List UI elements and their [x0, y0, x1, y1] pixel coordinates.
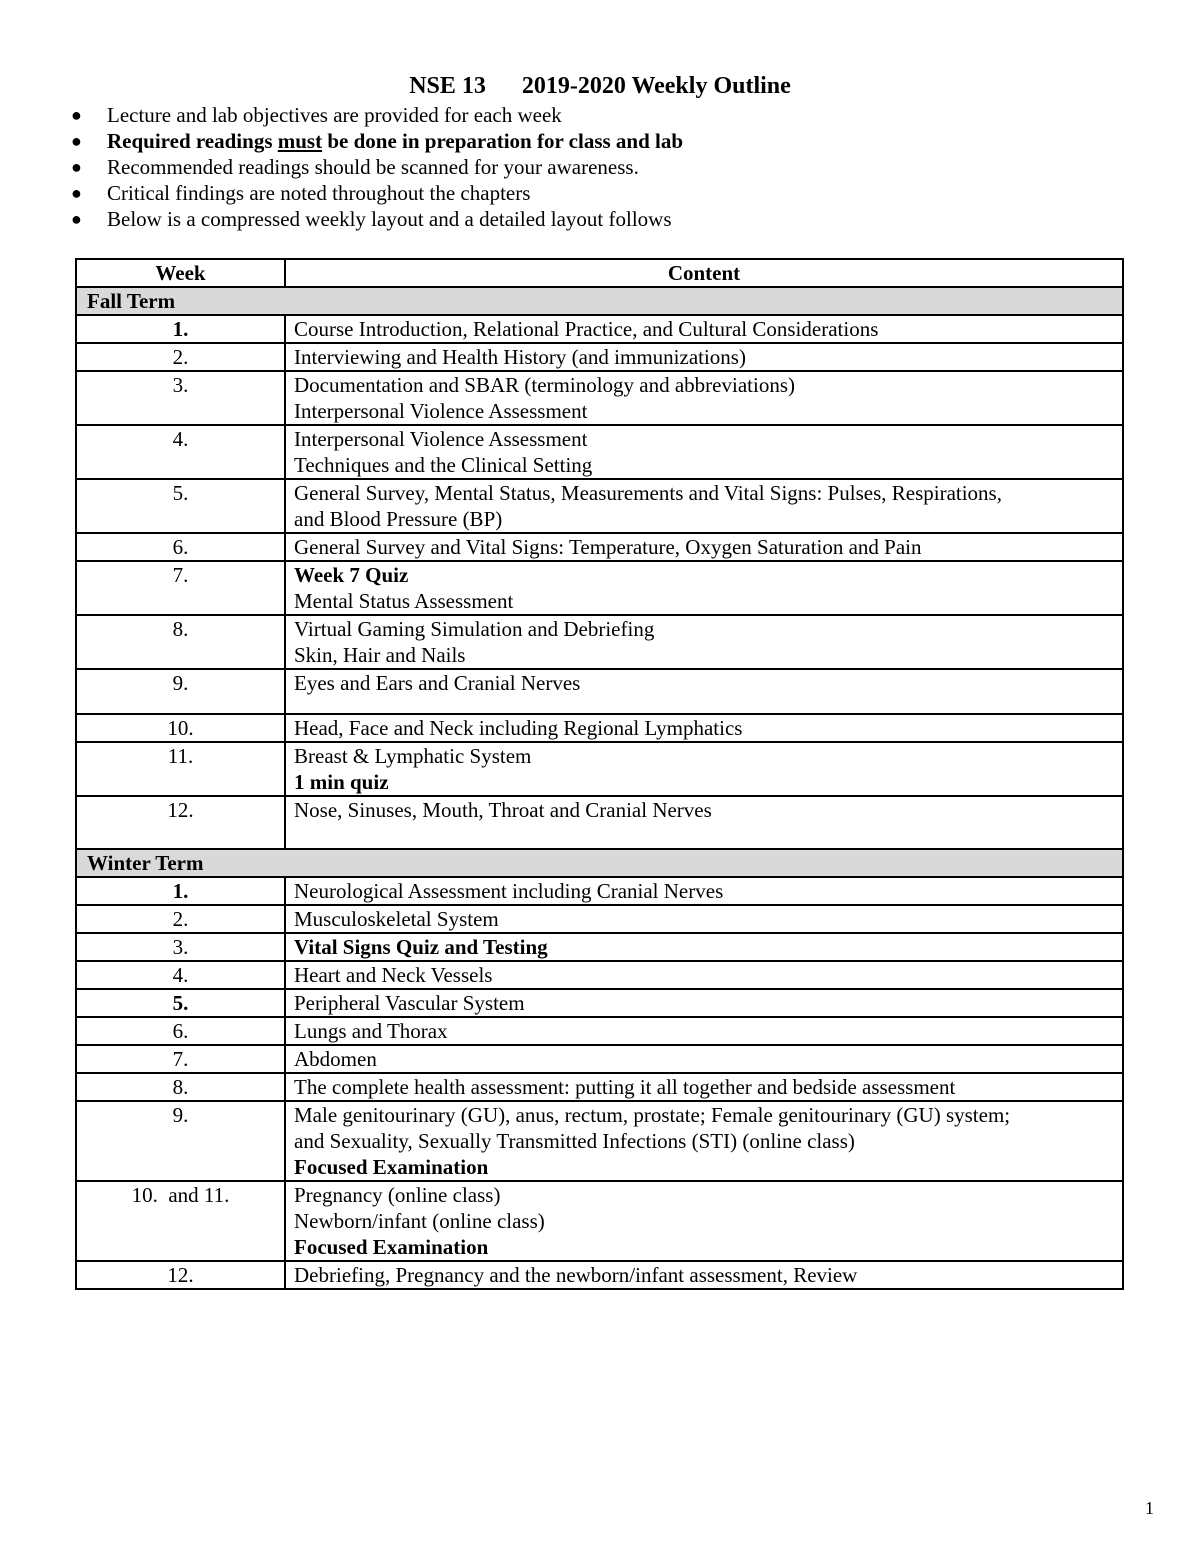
term-row-winter	[76, 849, 1123, 877]
week-cell: 10. and 11.	[76, 1181, 285, 1261]
content-line: and Sexuality, Sexually Transmitted Infections (STI) (online class)	[294, 1129, 855, 1153]
week-cell: 11.	[76, 742, 285, 796]
table-row	[76, 425, 1123, 479]
week-cell: 7.	[76, 1045, 285, 1073]
bullet-icon: ●	[71, 105, 82, 125]
content-line: Male genitourinary (GU), anus, rectum, prostate; Female genitourinary (GU) system;	[294, 1103, 1011, 1127]
week-cell: 9.	[76, 669, 285, 714]
table-row	[76, 615, 1123, 669]
bullet-item	[70, 128, 1130, 154]
bullet-item	[70, 206, 1130, 232]
content-line: Head, Face and Neck including Regional Lymphatics	[294, 716, 743, 740]
content-line-focused-exam: Focused Examination	[294, 1155, 489, 1179]
content-line: Neurological Assessment including Cranial Nerves	[294, 879, 724, 903]
table-row	[76, 961, 1123, 989]
table-row	[76, 1017, 1123, 1045]
content-line: Interpersonal Violence Assessment	[294, 427, 588, 451]
table-row	[76, 933, 1123, 961]
week-cell: 5.	[76, 479, 285, 533]
content-line: Nose, Sinuses, Mouth, Throat and Cranial Nerves	[294, 798, 712, 822]
content-cell	[285, 315, 1123, 343]
table-header-row	[76, 259, 1123, 287]
table-row	[76, 1045, 1123, 1073]
week-cell: 9.	[76, 1101, 285, 1181]
content-line: Skin, Hair and Nails	[294, 643, 466, 667]
content-cell	[285, 796, 1123, 849]
table-row	[76, 479, 1123, 533]
term-row-fall	[76, 287, 1123, 315]
week-cell: 10.	[76, 714, 285, 742]
term-label: Winter Term	[76, 849, 1123, 877]
objectives-bullet-list	[70, 102, 1130, 232]
bullet-text: be done in preparation for class and lab	[322, 129, 684, 153]
weekly-outline-table	[75, 258, 1124, 1290]
content-cell	[285, 1073, 1123, 1101]
table-row	[76, 796, 1123, 849]
content-line: Interpersonal Violence Assessment	[294, 399, 588, 423]
bullet-text: Critical findings are noted throughout the chapters	[107, 181, 531, 205]
content-line: Documentation and SBAR (terminology and abbreviations)	[294, 373, 795, 397]
bullet-item	[70, 154, 1130, 180]
content-line: Breast & Lymphatic System	[294, 744, 532, 768]
content-cell	[285, 425, 1123, 479]
content-cell	[285, 561, 1123, 615]
table-row	[76, 533, 1123, 561]
content-line: Newborn/infant (online class)	[294, 1209, 545, 1233]
bullet-text: Required readings	[107, 129, 278, 153]
term-label: Fall Term	[76, 287, 1123, 315]
bullet-icon: ●	[71, 131, 82, 151]
week-cell: 2.	[76, 905, 285, 933]
page-number: 1	[1145, 1498, 1154, 1518]
content-line: Eyes and Ears and Cranial Nerves	[294, 671, 581, 695]
content-line: Musculoskeletal System	[294, 907, 499, 931]
bullet-icon: ●	[71, 157, 82, 177]
content-line-focused-exam: Focused Examination	[294, 1235, 489, 1259]
table-row	[76, 742, 1123, 796]
table-row	[76, 1073, 1123, 1101]
content-cell	[285, 742, 1123, 796]
bullet-icon: ●	[71, 183, 82, 203]
content-line: General Survey and Vital Signs: Temperature, Oxygen Saturation and Pain	[294, 535, 922, 559]
content-line: Mental Status Assessment	[294, 589, 514, 613]
content-cell	[285, 1101, 1123, 1181]
content-line-quiz: Vital Signs Quiz and Testing	[294, 935, 548, 959]
content-line: Peripheral Vascular System	[294, 991, 525, 1015]
week-cell: 2.	[76, 343, 285, 371]
content-cell	[285, 905, 1123, 933]
table-row	[76, 989, 1123, 1017]
table-row	[76, 905, 1123, 933]
week-cell: 8.	[76, 1073, 285, 1101]
week-cell: 4.	[76, 425, 285, 479]
table-row	[76, 561, 1123, 615]
content-line: Abdomen	[294, 1047, 377, 1071]
week-cell: 6.	[76, 533, 285, 561]
bullet-text: Below is a compressed weekly layout and a detailed layout follows	[107, 207, 672, 231]
table-row	[76, 877, 1123, 905]
content-cell	[285, 533, 1123, 561]
content-cell	[285, 1181, 1123, 1261]
content-line: Techniques and the Clinical Setting	[294, 453, 593, 477]
content-cell	[285, 961, 1123, 989]
content-line: Virtual Gaming Simulation and Debriefing	[294, 617, 655, 641]
table-row	[76, 1261, 1123, 1289]
content-cell	[285, 371, 1123, 425]
content-line: Course Introduction, Relational Practice, and Cultural Considerations	[294, 317, 879, 341]
content-line-quiz: Week 7 Quiz	[294, 563, 409, 587]
content-cell	[285, 933, 1123, 961]
week-cell: 8.	[76, 615, 285, 669]
content-line: Interviewing and Health History (and immunizations)	[294, 345, 746, 369]
content-line: Debriefing, Pregnancy and the newborn/infant assessment, Review	[294, 1263, 858, 1287]
content-line: Heart and Neck Vessels	[294, 963, 493, 987]
table-row	[76, 1101, 1123, 1181]
content-column-header: Content	[285, 259, 1123, 287]
content-cell	[285, 714, 1123, 742]
bullet-emphasis: must	[277, 129, 323, 153]
week-cell: 12.	[76, 1261, 285, 1289]
content-cell	[285, 479, 1123, 533]
table-body	[76, 287, 1123, 1289]
content-cell	[285, 615, 1123, 669]
table-row	[76, 714, 1123, 742]
week-cell: 3.	[76, 371, 285, 425]
content-line: Lungs and Thorax	[294, 1019, 448, 1043]
week-cell: 5.	[76, 989, 285, 1017]
bullet-item	[70, 180, 1130, 206]
week-cell: 3.	[76, 933, 285, 961]
bullet-text: Lecture and lab objectives are provided for each week	[107, 103, 562, 127]
content-line: The complete health assessment: putting it all together and bedside assessment	[294, 1075, 956, 1099]
content-line: Pregnancy (online class)	[294, 1183, 501, 1207]
table-row	[76, 315, 1123, 343]
table-row	[76, 1181, 1123, 1261]
week-cell: 6.	[76, 1017, 285, 1045]
table-row	[76, 343, 1123, 371]
bullet-text: Recommended readings should be scanned for your awareness.	[107, 155, 639, 179]
content-line: and Blood Pressure (BP)	[294, 507, 503, 531]
content-cell	[285, 1261, 1123, 1289]
bullet-item	[70, 102, 1130, 128]
content-cell	[285, 1017, 1123, 1045]
document-title: NSE 13 2019-2020 Weekly Outline	[409, 73, 791, 99]
week-cell: 12.	[76, 796, 285, 849]
week-column-header: Week	[76, 259, 285, 287]
table-row	[76, 669, 1123, 714]
content-cell	[285, 343, 1123, 371]
content-cell	[285, 669, 1123, 714]
content-line-quiz: 1 min quiz	[294, 770, 389, 794]
week-cell: 1.	[76, 877, 285, 905]
content-cell	[285, 989, 1123, 1017]
content-cell	[285, 877, 1123, 905]
bullet-icon: ●	[71, 209, 82, 229]
content-cell	[285, 1045, 1123, 1073]
table-row	[76, 371, 1123, 425]
content-line: General Survey, Mental Status, Measurements and Vital Signs: Pulses, Respirations,	[294, 481, 1002, 505]
week-cell: 7.	[76, 561, 285, 615]
week-cell: 1.	[76, 315, 285, 343]
week-cell: 4.	[76, 961, 285, 989]
